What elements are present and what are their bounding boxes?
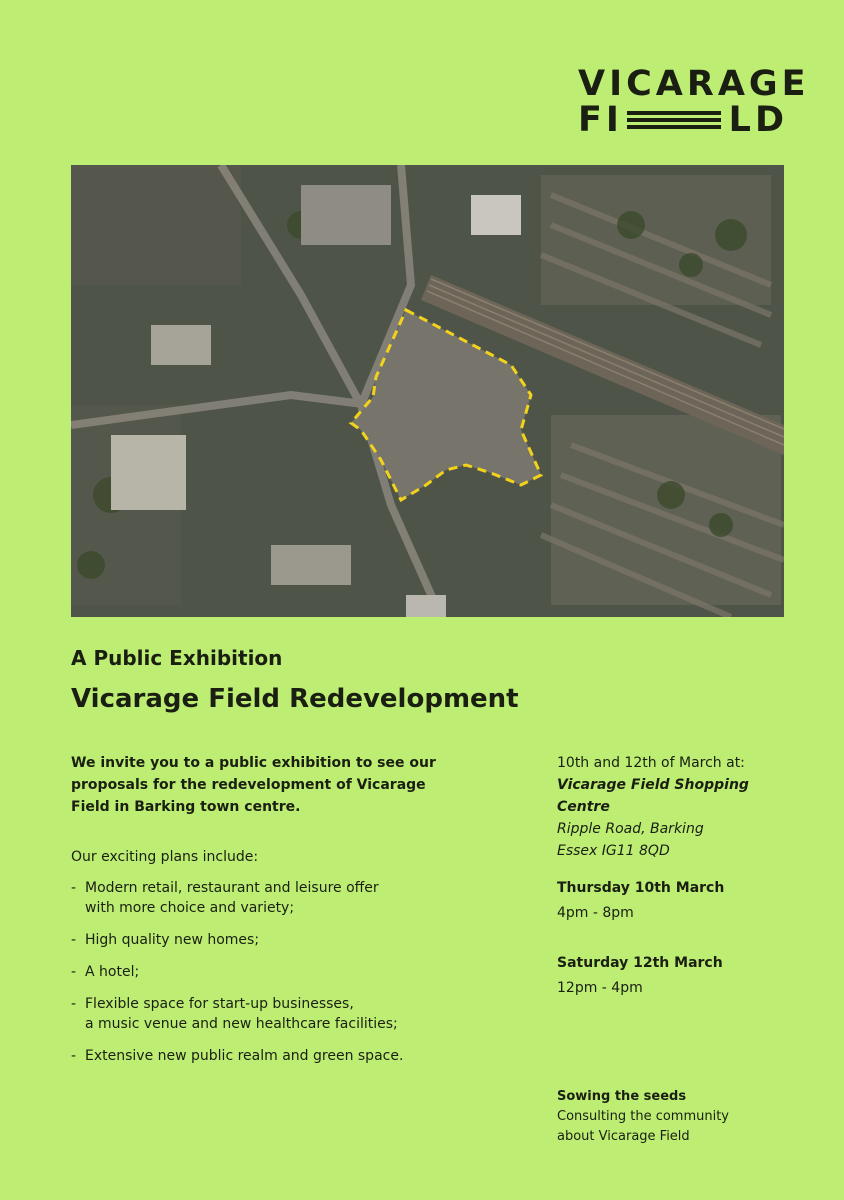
logo-bars-icon xyxy=(627,109,721,131)
event-day-2: Saturday 12th March xyxy=(557,955,723,971)
event-time-2: 12pm - 4pm xyxy=(557,980,643,996)
footer-line-1: Sowing the seeds xyxy=(557,1089,687,1104)
logo-line-2-right: LD xyxy=(728,100,788,140)
page-title: Vicarage Field Redevelopment xyxy=(71,684,519,714)
list-item xyxy=(71,878,471,918)
aerial-map-icon xyxy=(71,165,784,617)
logo-line-1: VICARAGE xyxy=(578,64,810,104)
list-item xyxy=(71,994,471,1034)
logo-line-2 xyxy=(578,102,788,138)
venue-name: Vicarage Field Shopping Centre xyxy=(557,777,749,815)
logo-line-2-left: FI xyxy=(578,100,623,140)
plans-heading: Our exciting plans include: xyxy=(71,849,259,865)
aerial-map-photo xyxy=(71,165,784,617)
list-item-line: a music venue and new healthcare facilities; xyxy=(85,1016,398,1032)
footer-line-2: Consulting the community xyxy=(557,1109,730,1124)
list-item-line: A hotel; xyxy=(85,964,140,980)
address-line-1: Ripple Road, Barking xyxy=(557,821,704,837)
event-time-1: 4pm - 8pm xyxy=(557,905,634,921)
list-item-line: Modern retail, restaurant and leisure offer xyxy=(85,880,379,896)
exhibition-heading: A Public Exhibition xyxy=(71,646,283,670)
footer-line-3: about Vicarage Field xyxy=(557,1129,690,1144)
list-item xyxy=(71,962,471,982)
plans-list xyxy=(71,878,471,1066)
venue-block xyxy=(557,752,797,862)
list-item-line: Extensive new public realm and green space. xyxy=(85,1048,404,1064)
address-line-2: Essex IG11 8QD xyxy=(557,843,670,859)
intro-text: We invite you to a public exhibition to see our proposals for the redevelopment of Vicarage Field in Barking town centre. xyxy=(71,755,436,815)
list-item-line: with more choice and variety; xyxy=(85,900,295,916)
list-item-line: High quality new homes; xyxy=(85,932,260,948)
list-item xyxy=(71,1046,471,1066)
list-item xyxy=(71,930,471,950)
dates-intro: 10th and 12th of March at: xyxy=(557,755,745,771)
vicarage-field-logo xyxy=(578,64,810,140)
list-item-line: Flexible space for start-up businesses, xyxy=(85,996,354,1012)
event-day-1: Thursday 10th March xyxy=(557,880,725,896)
footer-tagline xyxy=(557,1087,729,1147)
